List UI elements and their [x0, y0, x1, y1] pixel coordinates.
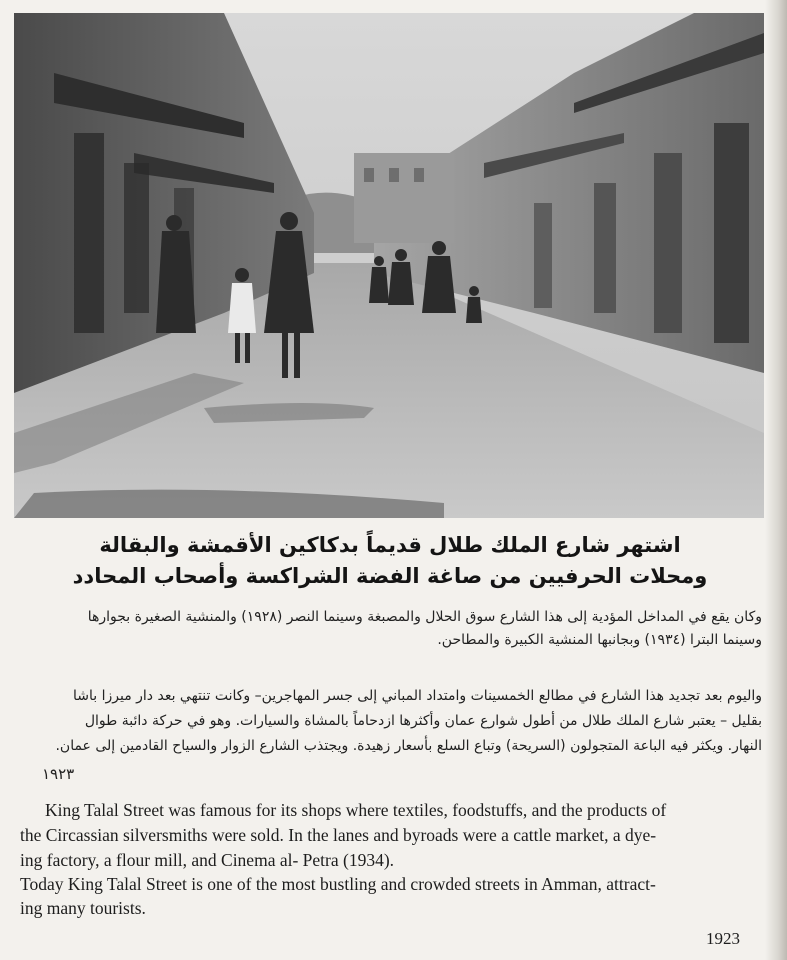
arabic-caption-line-2: ومحلات الحرفيين من صاغة الفضة الشراكسة وأصحاب المحادد — [72, 564, 708, 588]
arabic-paragraph-2-line-2: بقليل – يعتبر شارع الملك طلال من أطول شوارع عمان وأكثرها ازدحاماً بالمشاة والسيارات. وهو في حركة دائبة طوال — [84, 713, 762, 729]
english-paragraph-line-1: King Talal Street was famous for its shops where textiles, foodstuffs, and the products of — [45, 800, 667, 820]
english-paragraph-line-3: ing factory, a flour mill, and Cinema al- Petra (1934). — [20, 850, 395, 870]
english-paragraph-line-4: Today King Talal Street is one of the most bustling and crowded streets in Amman, attract- — [20, 874, 656, 894]
page-edge-shadow — [765, 0, 787, 960]
arabic-paragraph-2-line-3: النهار. ويكثر فيه الباعة المتجولون (السريحة) وتباع السلع بأسعار زهيدة. ويجتذب الشارع الزوار والسياح القادمين إلى عمان. — [55, 738, 762, 754]
english-paragraph-line-2: the Circassian silversmiths were sold. In the lanes and byroads were a cattle market, a dye- — [20, 825, 657, 845]
arabic-paragraph-1-line-2: وسينما البترا (١٩٣٤) وبجانبها المنشية الكبيرة والمطاحن. — [437, 632, 762, 648]
arabic-paragraph-2-line-1: واليوم بعد تجديد هذا الشارع في مطالع الخمسينات وامتداد المباني إلى جسر المهاجرين– وكانت تنتهي بعد دار ميرزا باشا — [72, 688, 762, 704]
page-number: 1923 — [706, 929, 740, 948]
arabic-paragraph-1-line-1: وكان يقع في المداخل المؤدية إلى هذا الشارع سوق الحلال والمصبغة وسينما النصر (١٩٢٨) والمنشية الصغيرة بجوارها — [87, 609, 762, 625]
english-paragraph-line-5: ing many tourists. — [20, 898, 146, 918]
historical-street-photo — [14, 13, 764, 518]
arabic-caption-line-1: اشتهر شارع الملك طلال قديماً بدكاكين الأقمشة والبقالة — [99, 533, 681, 557]
street-scene-illustration — [14, 13, 764, 518]
arabic-year: ١٩٢٣ — [42, 765, 75, 783]
